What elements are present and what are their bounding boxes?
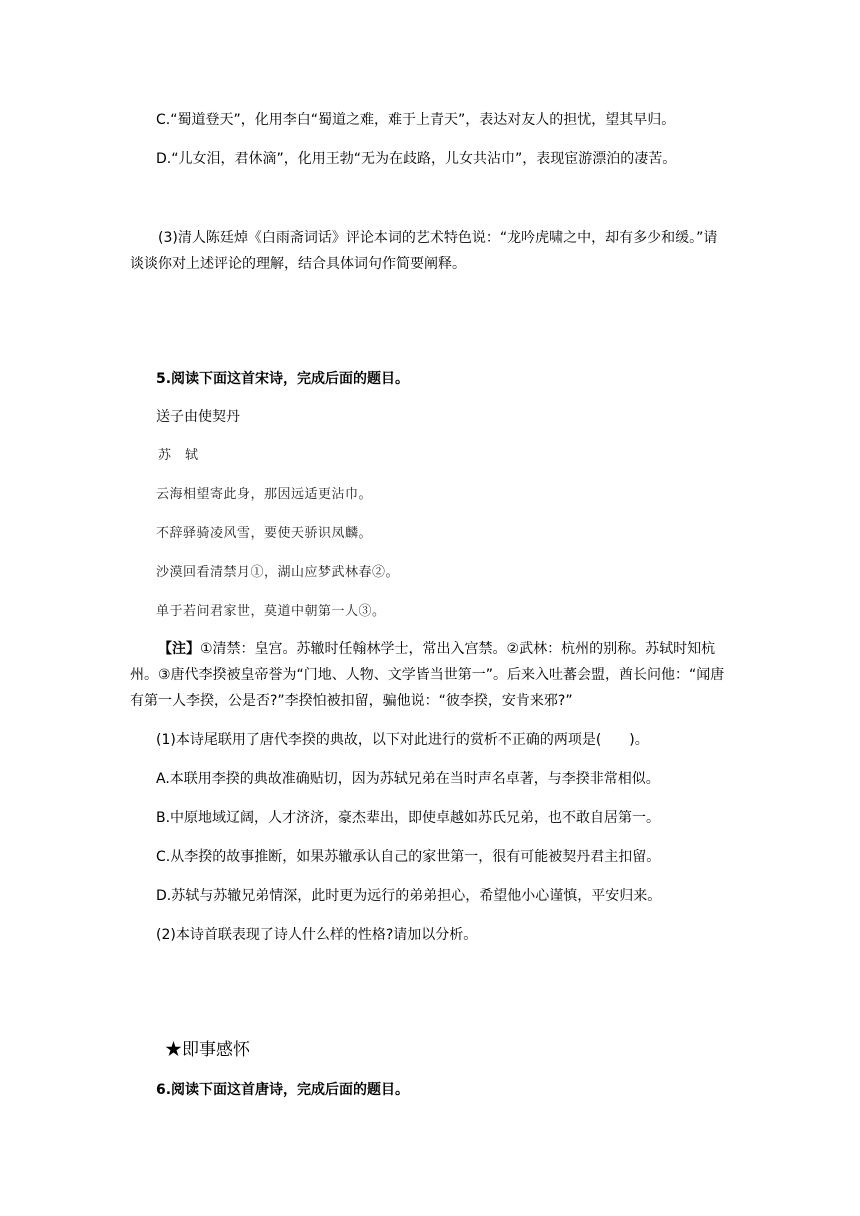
note-label: 【注】 xyxy=(158,641,200,657)
q4-option-c: C.“蜀道登天”，化用李白“蜀道之难，难于上青天”，表达对友人的担忧，望其早归。 xyxy=(156,112,676,128)
q6-header: 6.阅读下面这首唐诗，完成后面的题目。 xyxy=(156,1082,410,1098)
q5-option-b: B.中原地域辽阔，人才济济，豪杰辈出，即使卓越如苏氏兄弟，也不敢自居第一。 xyxy=(156,810,661,826)
q5-subquestion-1: (1)本诗尾联用了唐代李揆的典故，以下对此进行的赏析不正确的两项是( )。 xyxy=(156,732,649,748)
poem-title: 送子由使契丹 xyxy=(156,409,240,425)
q5-option-c: C.从李揆的故事推断，如果苏辙承认自己的家世第一，很有可能被契丹君主扣留。 xyxy=(156,849,661,865)
poem-line: 单于若问君家世，莫道中朝第一人③。 xyxy=(156,604,386,619)
note-text: ①清禁：皇宫。苏辙时任翰林学士，常出入宫禁。②武林：杭州的别称。苏轼时知杭州。③唐代李揆被皇帝誉为“门地、人物、文学皆当世第一”。后来入吐蕃会盟，酋长问他：“闻唐有第一人李揆，公是否?”李揆怕被扣留，骗他说：“彼李揆，安肯来邪?” xyxy=(130,641,725,709)
poem-line: 沙漠回看清禁月①，湖山应梦武林春②。 xyxy=(156,565,400,580)
section-heading: ★即事感怀 xyxy=(165,1040,250,1060)
poem-author: 苏 轼 xyxy=(158,448,199,463)
poem-line: 不辞驿骑凌风雪，要使天骄识凤麟。 xyxy=(156,526,373,541)
poem-note xyxy=(130,636,730,714)
q4-subquestion-3: (3)清人陈廷焯《白雨斋词话》评论本词的艺术特色说：“龙吟虎啸之中，却有多少和缓。”请谈谈你对上述评论的理解，结合具体词句作简要阐释。 xyxy=(130,230,718,272)
q5-subquestion-2: (2)本诗首联表现了诗人什么样的性格?请加以分析。 xyxy=(156,927,478,943)
q4-option-d: D.“儿女泪，君休滴”，化用王勃“无为在歧路，儿女共沾巾”，表现宦游漂泊的凄苦。 xyxy=(156,151,677,167)
q5-header: 5.阅读下面这首宋诗，完成后面的题目。 xyxy=(156,371,410,387)
q5-option-a: A.本联用李揆的典故准确贴切，因为苏轼兄弟在当时声名卓著，与李揆非常相似。 xyxy=(156,771,660,787)
q5-option-d: D.苏轼与苏辙兄弟情深，此时更为远行的弟弟担心，希望他小心谨慎，平安归来。 xyxy=(156,888,662,904)
poem-line: 云海相望寄此身，那因远适更沾巾。 xyxy=(156,487,373,502)
